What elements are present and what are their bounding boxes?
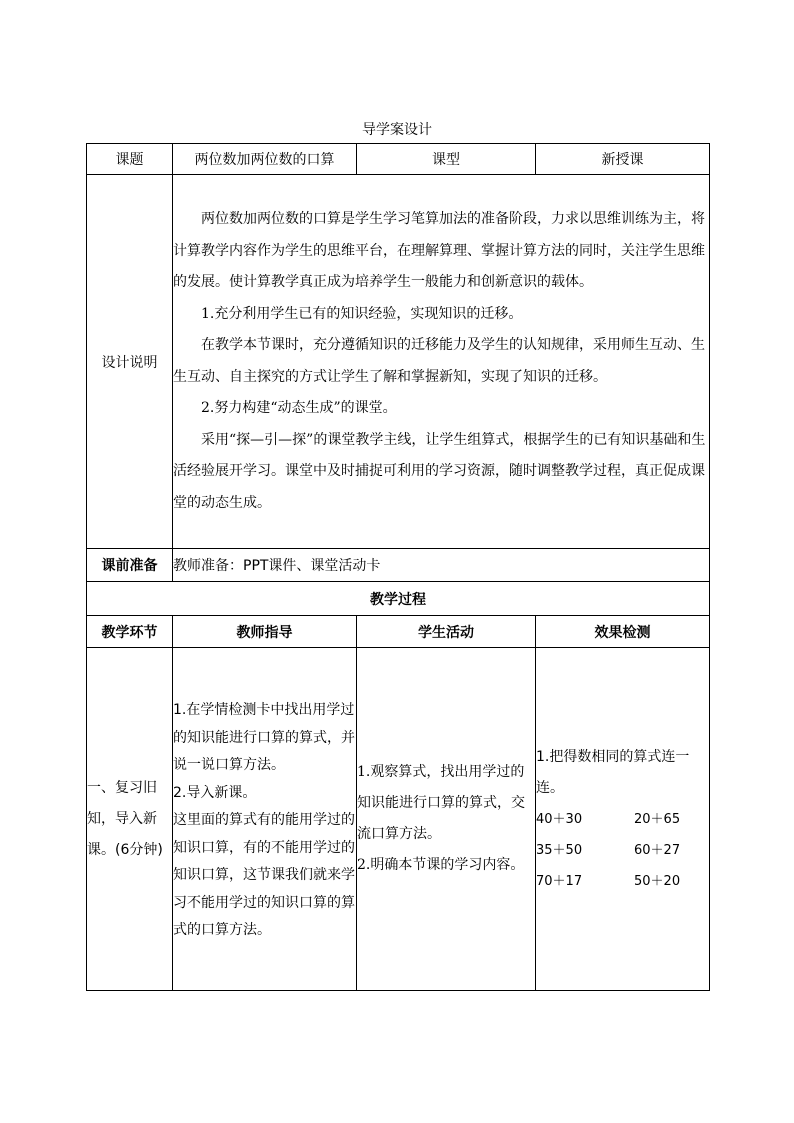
equation-right: 20＋65	[634, 811, 681, 827]
design-row	[87, 175, 710, 549]
equation-left: 35＋50	[536, 842, 583, 858]
student-step: 2.明确本节课的学习内容。	[357, 857, 525, 873]
process-header-row	[87, 616, 710, 648]
design-label: 设计说明	[87, 175, 173, 549]
design-paragraph: 两位数加两位数的口算是学生学习笔算加法的准备阶段，力求以思维训练为主，将计算教学内容作为学生的思维平台，在理解算理、掌握计算方法的同时，关注学生思维的发展。使计算教学真正成为培养学生一般能力和创新意识的载体。	[173, 211, 705, 290]
equation-right: 60＋27	[634, 842, 681, 858]
design-description	[173, 175, 710, 549]
page-title: 导学案设计	[362, 122, 432, 138]
column-header-stage: 教学环节	[87, 616, 173, 648]
type-value: 新授课	[536, 144, 710, 175]
process-title: 教学过程	[87, 582, 710, 616]
equation-pair	[536, 835, 709, 866]
equation-right: 50＋20	[634, 873, 681, 889]
header-row	[87, 144, 710, 175]
lesson-plan-table	[86, 143, 710, 991]
design-paragraph: 2.努力构建“动态生成”的课堂。	[201, 400, 397, 416]
type-label: 课型	[357, 144, 536, 175]
prep-label: 课前准备	[87, 549, 173, 582]
column-header-teacher: 教师指导	[173, 616, 357, 648]
effect-check-cell	[536, 648, 710, 991]
topic-label: 课题	[87, 144, 173, 175]
design-paragraph: 采用“探—引—探”的课堂教学主线，让学生组算式，根据学生的已有知识基础和生活经验展开学习。课堂中及时捕捉可利用的学习资源，随时调整教学过程，真正促成课堂的动态生成。	[173, 431, 706, 511]
teacher-step: 1.在学情检测卡中找出用学过的知识能进行口算的算式，并说一说口算方法。	[173, 702, 355, 774]
column-header-student: 学生活动	[357, 616, 536, 648]
equation-left: 70＋17	[536, 873, 583, 889]
equation-left: 40＋30	[536, 811, 583, 827]
stage-cell: 一、复习旧知，导入新课。(6分钟)	[87, 648, 173, 991]
equation-pair	[536, 804, 709, 835]
process-title-row	[87, 582, 710, 616]
process-row	[87, 648, 710, 991]
column-header-effect: 效果检测	[536, 616, 710, 648]
teacher-step: 这里面的算式有的能用学过的知识口算，有的不能用学过的知识口算，这节课我们就来学习不能用学过的知识口算的算式的口算方法。	[173, 812, 355, 939]
student-step: 1.观察算式，找出用学过的知识能进行口算的算式，交流口算方法。	[357, 764, 525, 842]
prep-row	[87, 549, 710, 582]
equation-pair	[536, 866, 709, 897]
topic-value: 两位数加两位数的口算	[173, 144, 357, 175]
design-paragraph: 1.充分利用学生已有的知识经验，实现知识的迁移。	[201, 305, 523, 322]
prep-value: 教师准备：PPT课件、课堂活动卡	[173, 549, 710, 582]
effect-intro: 1.把得数相同的算式连一连。	[536, 748, 690, 796]
teacher-step: 2.导入新课。	[173, 784, 257, 801]
student-activity-cell	[357, 648, 536, 991]
teacher-guidance-cell	[173, 648, 357, 991]
design-paragraph: 在教学本节课时，充分遵循知识的迁移能力及学生的认知规律，采用师生互动、生生互动、自主探究的方式让学生了解和掌握新知，实现了知识的迁移。	[173, 337, 705, 385]
